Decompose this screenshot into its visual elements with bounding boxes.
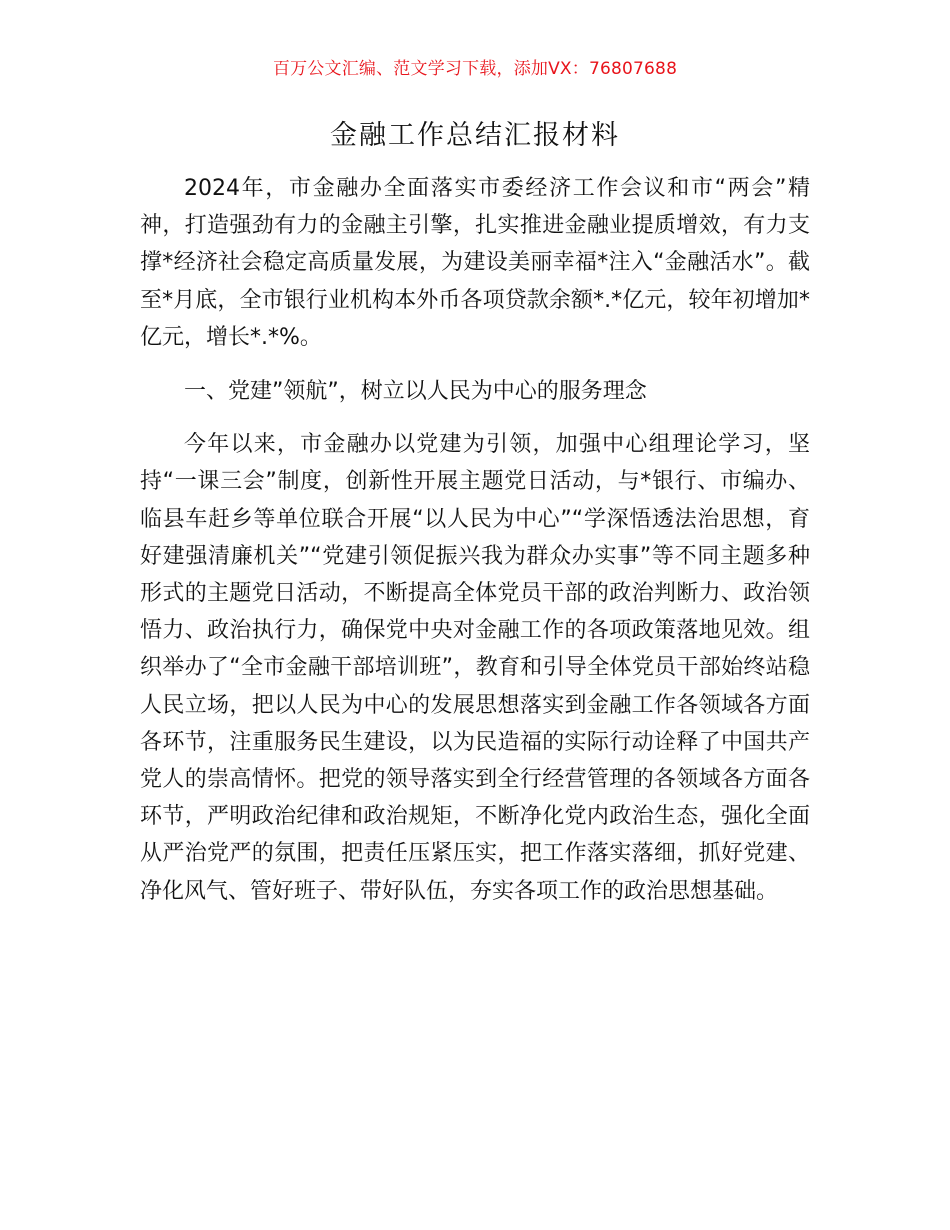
section-1-heading: 一、党建”领航”，树立以人民为中心的服务理念 — [184, 378, 647, 404]
section-1-paragraph: 今年以来，市金融办以党建为引领，加强中心组理论学习，坚持“一课三会”制度，创新性开展主题党日活动，与*银行、市编办、临县车赶乡等单位联合开展“以人民为中心”“学深悟透法治思想，育好建强清廉机关”“党建引领促振兴我为群众办实事”等不同主题多种形式的主题党日活动，不断提高全体党员干部的政治判断力、政治领悟力、政治执行力，确保党中央对金融工作的各项政策落地见效。组织举办了“全市金融干部培训班”，教育和引导全体党员干部始终站稳人民立场，把以人民为中心的发展思想落实到金融工作各领域各方面各环节，注重服务民生建设，以为民造福的实际行动诠释了中国共产党人的崇高情怀。把党的领导落实到全行经营管理的各领域各方面各环节，严明政治纪律和政治规矩，不断净化党内政治生态，强化全面从严治党严的氛围，把责任压紧压实，把工作落实落细，抓好党建、净化风气、管好班子、带好队伍，夯实各项工作的政治思想基础。 — [140, 432, 810, 904]
header-banner: 百万公文汇编、范文学习下载，添加VX：76807688 — [272, 59, 678, 79]
document-title: 金融工作总结汇报材料 — [330, 120, 620, 151]
document-body — [140, 170, 810, 926]
intro-paragraph: 2024年，市金融办全面落实市委经济工作会议和市“两会”精神，打造强劲有力的金融主引擎，扎实推进金融业提质增效，有力支撑*经济社会稳定高质量发展，为建设美丽幸福*注入“金融活水”。截至*月底，全市银行业机构本外币各项贷款余额*.*亿元，较年初增加*亿元，增长*.*%。 — [140, 176, 810, 350]
